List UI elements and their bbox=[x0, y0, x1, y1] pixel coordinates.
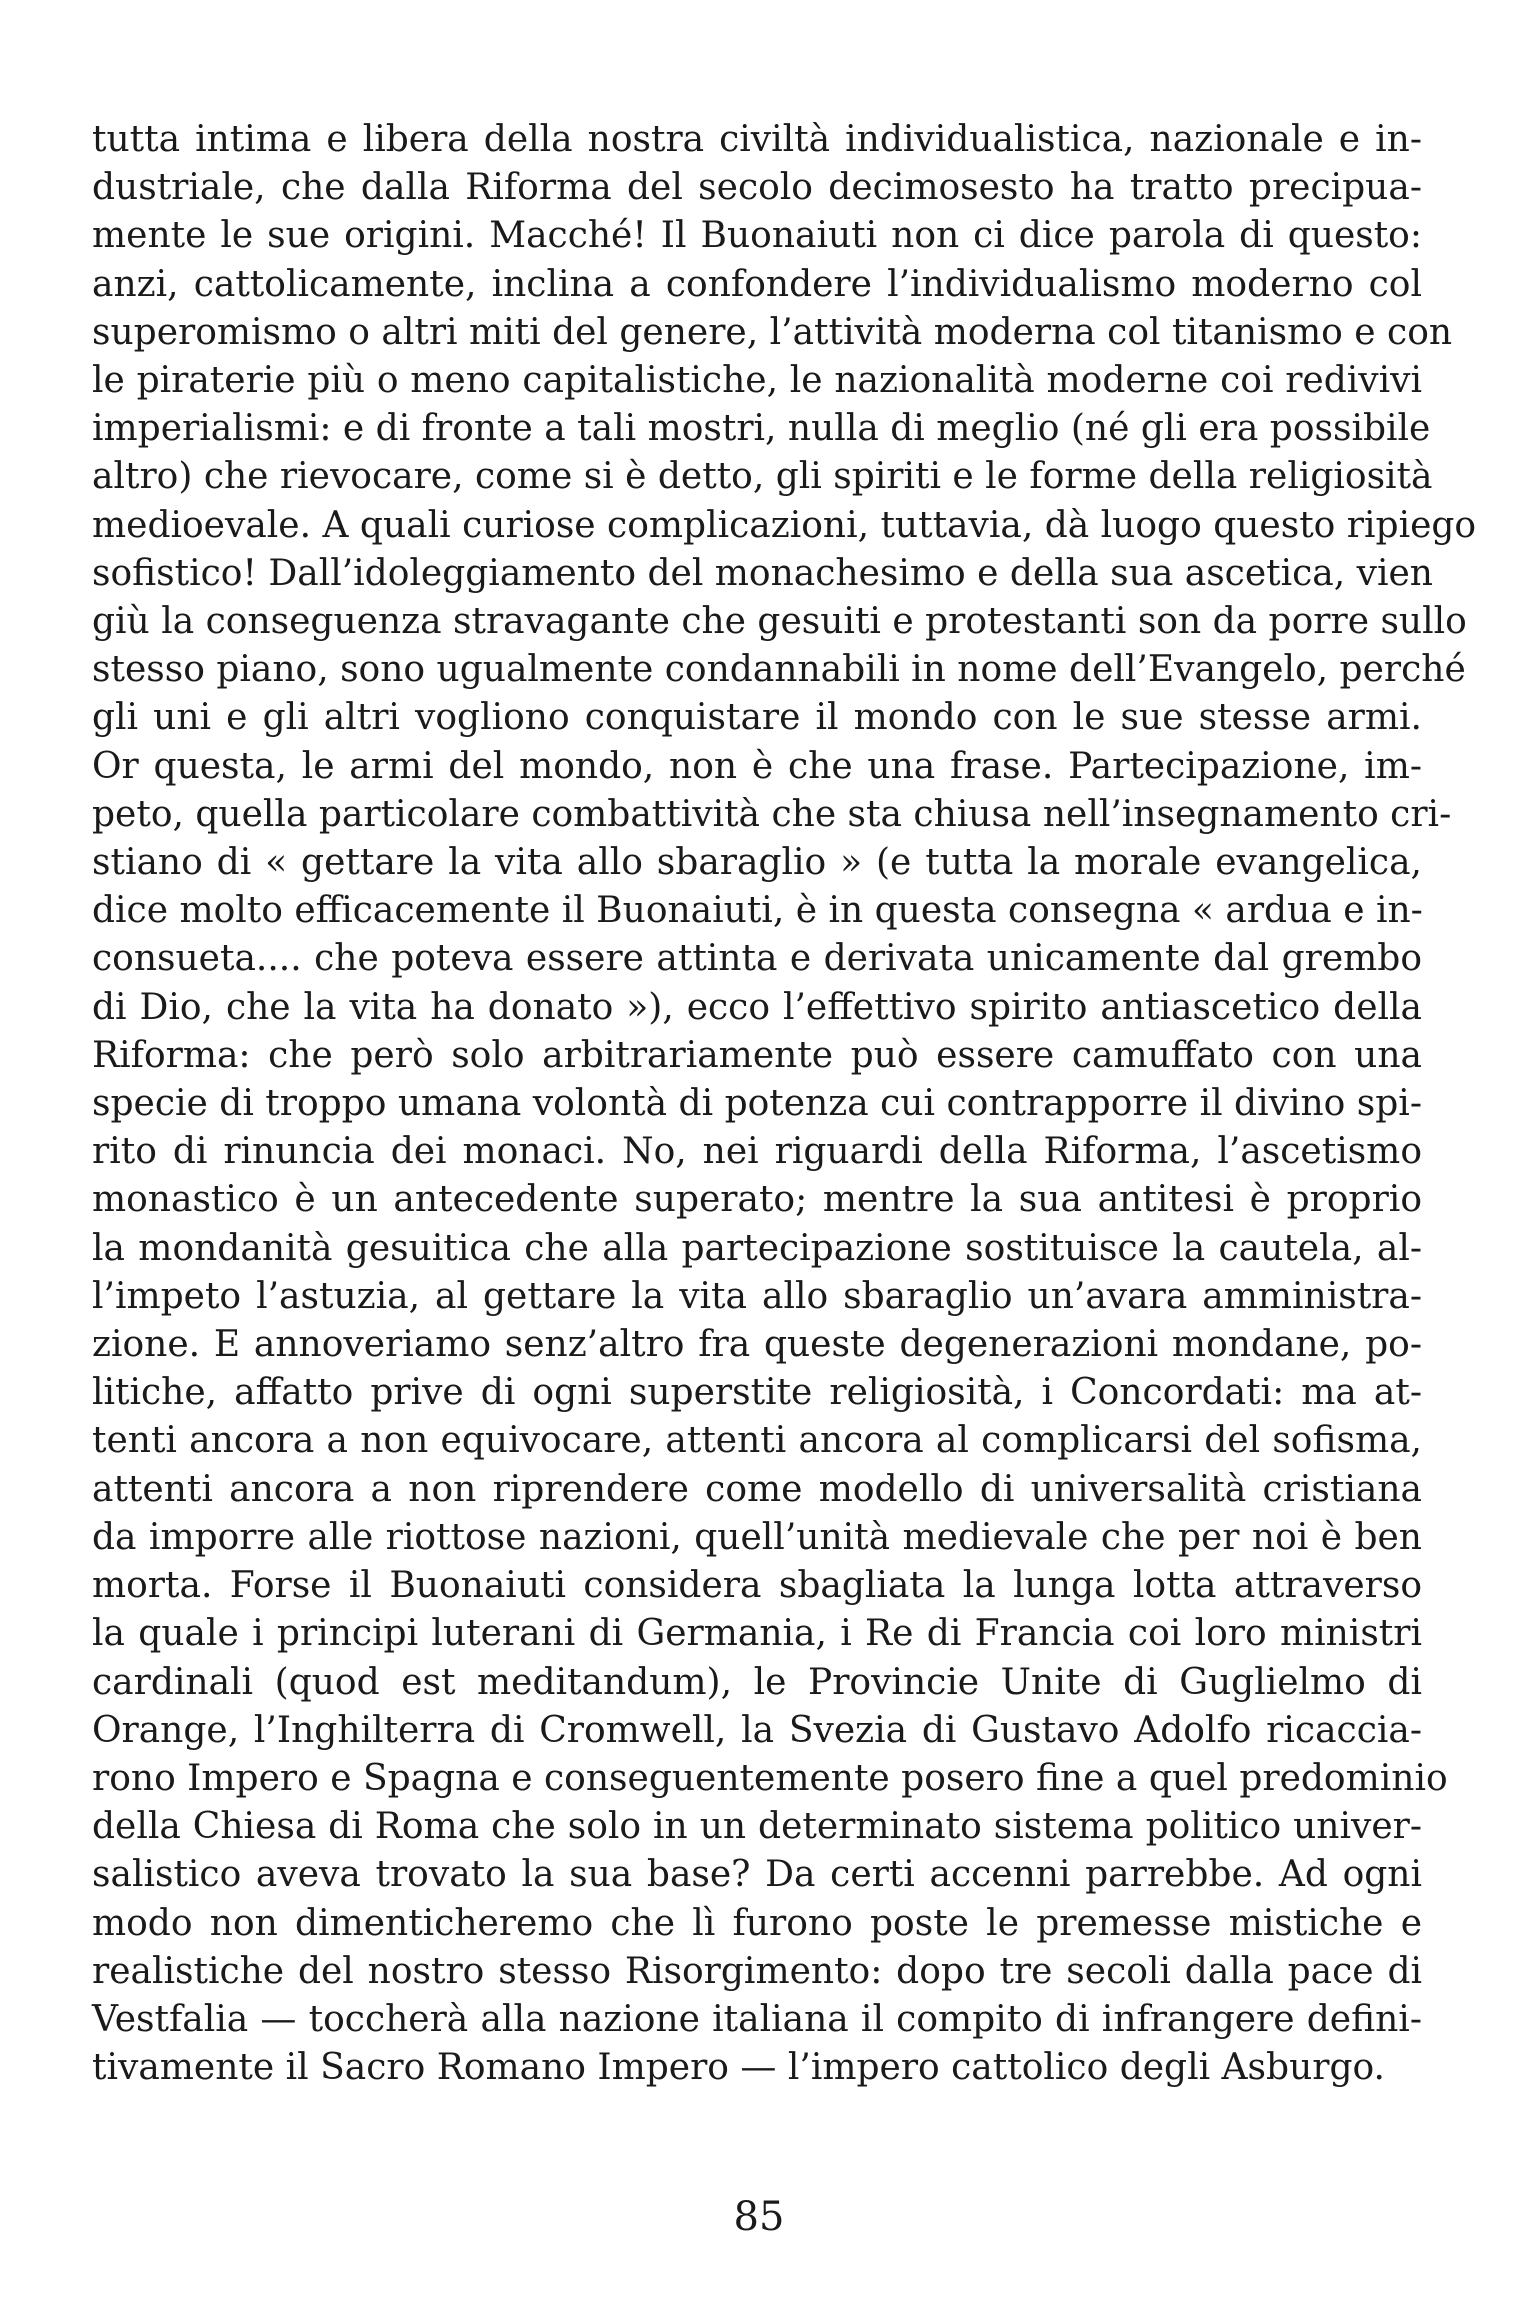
text-line: tivamente il Sacro Romano Impero — l’impero cattolico degli Asburgo. bbox=[92, 2047, 1385, 2089]
text-line: la quale i principi luterani di Germania, i Re di Francia coi loro ministri bbox=[92, 1613, 1422, 1655]
text-line: stesso piano, sono ugualmente condannabili in nome dell’Evangelo, perché bbox=[92, 649, 1466, 691]
text-line: tenti ancora a non equivocare, attenti ancora al complicarsi del sofisma, bbox=[92, 1420, 1422, 1462]
text-line: l’impeto l’astuzia, al gettare la vita allo sbaraglio un’avara amministra- bbox=[92, 1275, 1422, 1317]
text-line: altro) che rievocare, come si è detto, gli spiriti e le forme della religiosità bbox=[92, 456, 1433, 498]
text-line: dice molto efficacemente il Buonaiuti, è in questa consegna « ardua e in- bbox=[92, 890, 1423, 932]
text-line: imperialismi: e di fronte a tali mostri, nulla di meglio (né gli era possibile bbox=[92, 408, 1431, 450]
text-line: modo non dimenticheremo che lì furono poste le premesse mistiche e bbox=[92, 1902, 1422, 1944]
text-line: giù la conseguenza stravagante che gesuiti e protestanti son da porre sullo bbox=[92, 601, 1467, 643]
text-line: anzi, cattolicamente, inclina a confondere l’individualismo moderno col bbox=[92, 263, 1422, 305]
text-line: stiano di « gettare la vita allo sbaraglio » (e tutta la morale evangelica, bbox=[92, 842, 1422, 884]
text-line: litiche, affatto prive di ogni superstite religiosità, i Concordati: ma at- bbox=[92, 1372, 1422, 1414]
text-line: da imporre alle riottose nazioni, quell’unità medievale che per noi è ben bbox=[92, 1516, 1422, 1558]
text-line: le piraterie più o meno capitalistiche, le nazionalità moderne coi redivivi bbox=[92, 360, 1422, 402]
text-line: peto, quella particolare combattività che sta chiusa nell’insegnamento cri- bbox=[92, 793, 1452, 835]
text-line: la mondanità gesuitica che alla partecipazione sostituisce la cautela, al- bbox=[92, 1227, 1422, 1269]
text-line: monastico è un antecedente superato; mentre la sua antitesi è proprio bbox=[92, 1179, 1422, 1221]
text-line: Riforma: che però solo arbitrariamente può essere camuffato con una bbox=[92, 1034, 1422, 1076]
text-line: gli uni e gli altri vogliono conquistare il mondo con le sue stesse armi. bbox=[92, 697, 1422, 739]
text-line: superomismo o altri miti del genere, l’attività moderna col titanismo e con bbox=[92, 311, 1453, 353]
text-line: dustriale, che dalla Riforma del secolo decimosesto ha tratto precipua- bbox=[92, 167, 1422, 209]
text-line: Orange, l’Inghilterra di Cromwell, la Svezia di Gustavo Adolfo ricaccia- bbox=[92, 1709, 1422, 1751]
body-text bbox=[92, 116, 1477, 2092]
text-line: Or questa, le armi del mondo, non è che una frase. Partecipazione, im- bbox=[92, 745, 1422, 787]
text-line: cardinali (quod est meditandum), le Provincie Unite di Guglielmo di bbox=[92, 1661, 1422, 1703]
text-line: salistico aveva trovato la sua base? Da certi accenni parrebbe. Ad ogni bbox=[92, 1854, 1422, 1896]
page-number: 85 bbox=[733, 2194, 785, 2240]
text-line: mente le sue origini. Macché! Il Buonaiuti non ci dice parola di questo: bbox=[92, 215, 1422, 257]
text-line: realistiche del nostro stesso Risorgimento: dopo tre secoli dalla pace di bbox=[92, 1950, 1422, 1992]
text-line: della Chiesa di Roma che solo in un determinato sistema politico univer- bbox=[92, 1806, 1422, 1848]
text-line: specie di troppo umana volontà di potenza cui contrapporre il divino spi- bbox=[92, 1083, 1422, 1125]
text-line: zione. E annoveriamo senz’altro fra queste degenerazioni mondane, po- bbox=[92, 1324, 1422, 1366]
text-line: rito di rinuncia dei monaci. No, nei riguardi della Riforma, l’ascetismo bbox=[92, 1131, 1422, 1173]
text-line: medioevale. A quali curiose complicazioni, tuttavia, dà luogo questo ripiego bbox=[92, 504, 1477, 546]
text-line: morta. Forse il Buonaiuti considera sbagliata la lunga lotta attraverso bbox=[92, 1565, 1422, 1607]
text-line: rono Impero e Spagna e conseguentemente posero fine a quel predominio bbox=[92, 1757, 1448, 1799]
text-line: di Dio, che la vita ha donato »), ecco l’effettivo spirito antiascetico della bbox=[92, 986, 1422, 1028]
text-line: sofistico! Dall’idoleggiamento del monachesimo e della sua ascetica, vien bbox=[92, 552, 1433, 594]
text-line: attenti ancora a non riprendere come modello di universalità cristiana bbox=[92, 1468, 1422, 1510]
text-line: tutta intima e libera della nostra civiltà individualistica, nazionale e in- bbox=[92, 119, 1422, 160]
text-line: consueta.... che poteva essere attinta e derivata unicamente dal grembo bbox=[92, 938, 1422, 980]
text-line: Vestfalia — toccherà alla nazione italiana il compito di infrangere defini- bbox=[92, 1998, 1422, 2040]
